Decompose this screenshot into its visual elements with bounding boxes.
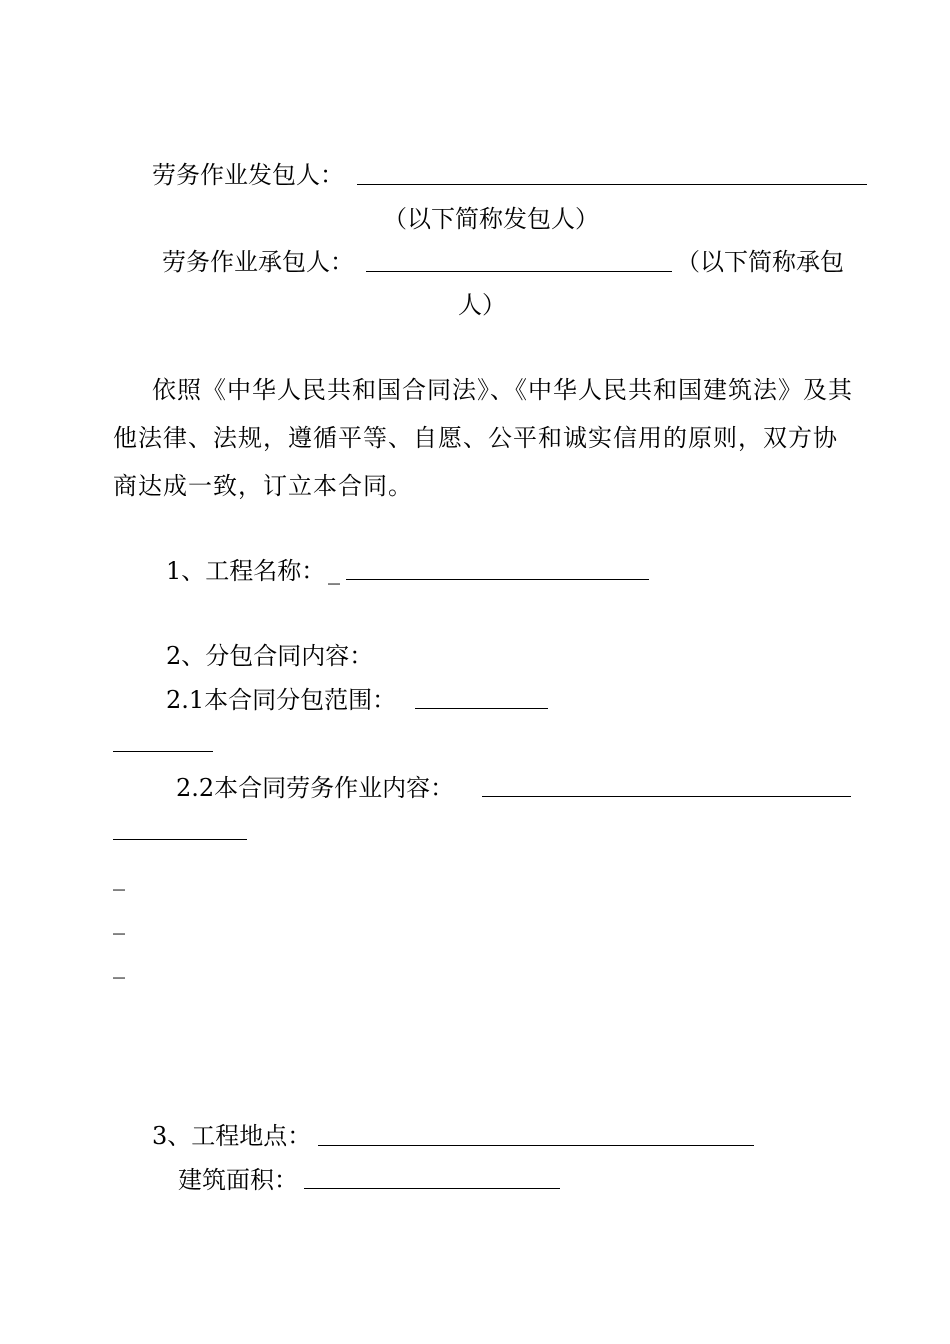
project-name-label: 1、工程名称： xyxy=(166,557,326,585)
contractor-label: 劳务作业发包人： xyxy=(152,161,344,189)
building-area-label: 建筑面积： xyxy=(178,1166,298,1194)
building-area-blank[interactable] xyxy=(304,1188,560,1189)
blank-dash-1: _ xyxy=(113,863,125,891)
project-location-label: 3、工程地点： xyxy=(152,1122,312,1150)
subcontractor-abbr-part2: 人） xyxy=(458,291,506,319)
intro-paragraph: 依照《中华人民共和国合同法》、《中华人民共和国建筑法》及其他法律、法规，遵循平等、自愿、公平和诚实信用的原则，双方协商达成一致，订立本合同。 xyxy=(113,376,853,500)
section2-title: 2、分包合同内容： xyxy=(166,642,374,670)
contractor-blank[interactable] xyxy=(357,184,867,185)
subcontractor-label: 劳务作业承包人： xyxy=(162,248,354,276)
project-name-prefix: _ xyxy=(328,557,340,585)
scope-blank[interactable] xyxy=(415,708,548,709)
labor-content-blank[interactable] xyxy=(482,796,851,797)
project-name-blank[interactable] xyxy=(346,579,649,580)
subcontractor-blank[interactable] xyxy=(366,271,672,272)
contractor-abbr: （以下简称发包人） xyxy=(383,205,599,233)
labor-content-label: 2.2本合同劳务作业内容： xyxy=(176,774,455,802)
project-location-blank[interactable] xyxy=(318,1145,754,1146)
blank-dash-3: _ xyxy=(113,951,125,979)
scope-blank-continued[interactable] xyxy=(113,751,213,752)
blank-dash-2: _ xyxy=(113,907,125,935)
labor-content-blank-continued[interactable] xyxy=(113,839,247,840)
scope-label: 2.1本合同分包范围： xyxy=(166,686,397,714)
subcontractor-abbr-part1: （以下简称承包 xyxy=(676,248,844,276)
